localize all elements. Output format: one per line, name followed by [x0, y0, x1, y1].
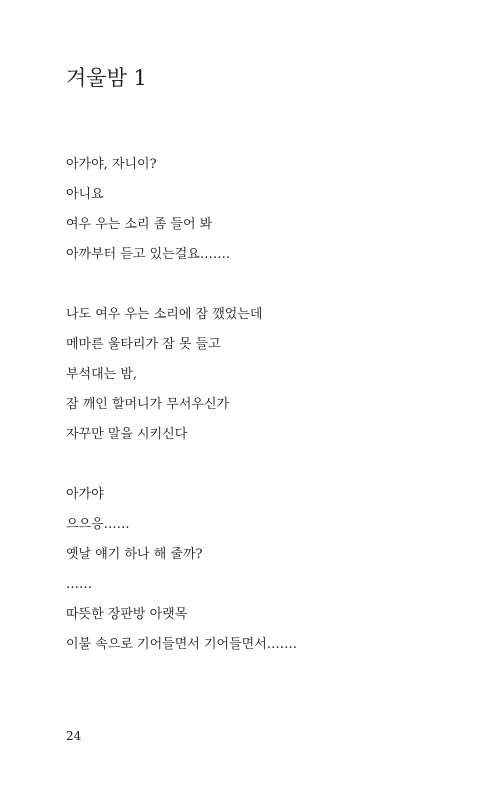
poem-line: 으으응……	[66, 517, 130, 532]
poem-line: 여우 우는 소리 좀 들어 봐	[66, 217, 213, 232]
poem-line: 아까부터 듣고 있는걸요…….	[66, 247, 230, 262]
poem-line: 나도 여우 우는 소리에 잠 깼었는데	[66, 307, 263, 322]
poem-line: 부석대는 밤,	[66, 367, 138, 382]
poem-line: 따뜻한 장판방 아랫목	[66, 607, 188, 622]
poem-body	[66, 150, 466, 660]
poem-line: 아니요	[66, 187, 104, 202]
stanza-3	[66, 480, 466, 660]
stanza-2	[66, 300, 466, 450]
stanza-1	[66, 150, 466, 270]
poem-line: 이불 속으로 기어들면서 기어들면서…….	[66, 637, 297, 652]
poem-line: 메마른 울타리가 잠 못 들고	[66, 337, 221, 352]
poem-line: 아가야	[66, 487, 104, 502]
poem-line: 자꾸만 말을 시키신다	[66, 427, 188, 442]
page-number: 24	[66, 729, 82, 743]
poem-line: ……	[66, 577, 92, 592]
poem-line: 옛날 얘기 하나 해 줄까?	[66, 547, 203, 562]
poem-title: 겨울밤 1	[66, 66, 147, 90]
poem-line: 아가야, 자니이?	[66, 157, 157, 172]
poem-line: 잠 깨인 할머니가 무서우신가	[66, 397, 230, 412]
